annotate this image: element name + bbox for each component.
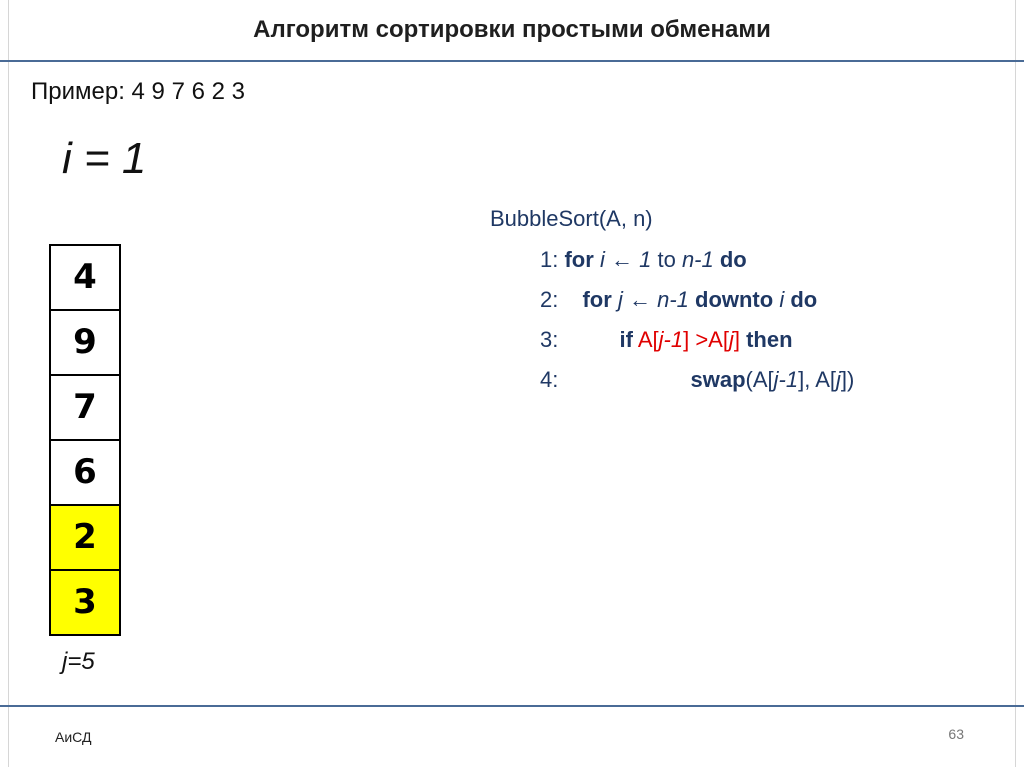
keyword-to: to: [657, 247, 676, 272]
page-number: 63: [948, 726, 964, 742]
array-cell: 9: [51, 311, 119, 376]
var-j: j: [617, 287, 623, 312]
code-line-1: [540, 247, 747, 273]
j-value-label: j=5: [62, 648, 95, 675]
code-header: BubbleSort(A, n): [490, 206, 653, 231]
keyword-then: then: [746, 327, 793, 352]
keyword-do: do: [790, 287, 818, 312]
line-number: 2:: [540, 287, 559, 312]
array-cell: 3: [51, 571, 119, 634]
footer-text: АиСД: [55, 729, 92, 745]
keyword-for: for: [582, 287, 612, 312]
value-n-1: n-1: [657, 287, 689, 312]
slide-border-left: [8, 0, 9, 767]
value-n-1: n-1: [681, 247, 714, 272]
keyword-for: for: [564, 247, 594, 272]
keyword-if: if: [619, 327, 633, 352]
value-one: 1: [639, 247, 652, 272]
arrow-symbol: ←: [610, 247, 633, 272]
footer-divider: [0, 705, 1024, 707]
var-i: i: [599, 247, 605, 272]
line-number: 1:: [540, 247, 559, 272]
array-cell: 2: [51, 506, 119, 571]
swap-arguments: (A[j-1], A[j]): [745, 367, 855, 392]
array-cell: 6: [51, 441, 119, 506]
keyword-downto: downto: [695, 287, 774, 312]
i-value-label: i = 1: [62, 134, 147, 183]
code-line-4: [540, 367, 854, 393]
slide-border-right: [1015, 0, 1016, 767]
slide-title: Алгоритм сортировки простыми обменами: [253, 16, 771, 43]
condition-expression: A[j-1] >A[j]: [637, 327, 740, 352]
line-number: 3:: [540, 327, 559, 352]
array-cell: 4: [51, 246, 119, 311]
line-number: 4:: [540, 367, 559, 392]
arrow-symbol: ←: [628, 287, 651, 312]
keyword-do: do: [719, 247, 747, 272]
array-cell: 7: [51, 376, 119, 441]
keyword-swap: swap: [690, 367, 746, 392]
array-column: [49, 244, 121, 636]
example-text: Пример: 4 9 7 6 2 3: [31, 78, 245, 105]
code-line-2: [540, 287, 817, 313]
var-i: i: [779, 287, 785, 312]
title-divider: [0, 60, 1024, 62]
code-line-3: [540, 327, 793, 353]
